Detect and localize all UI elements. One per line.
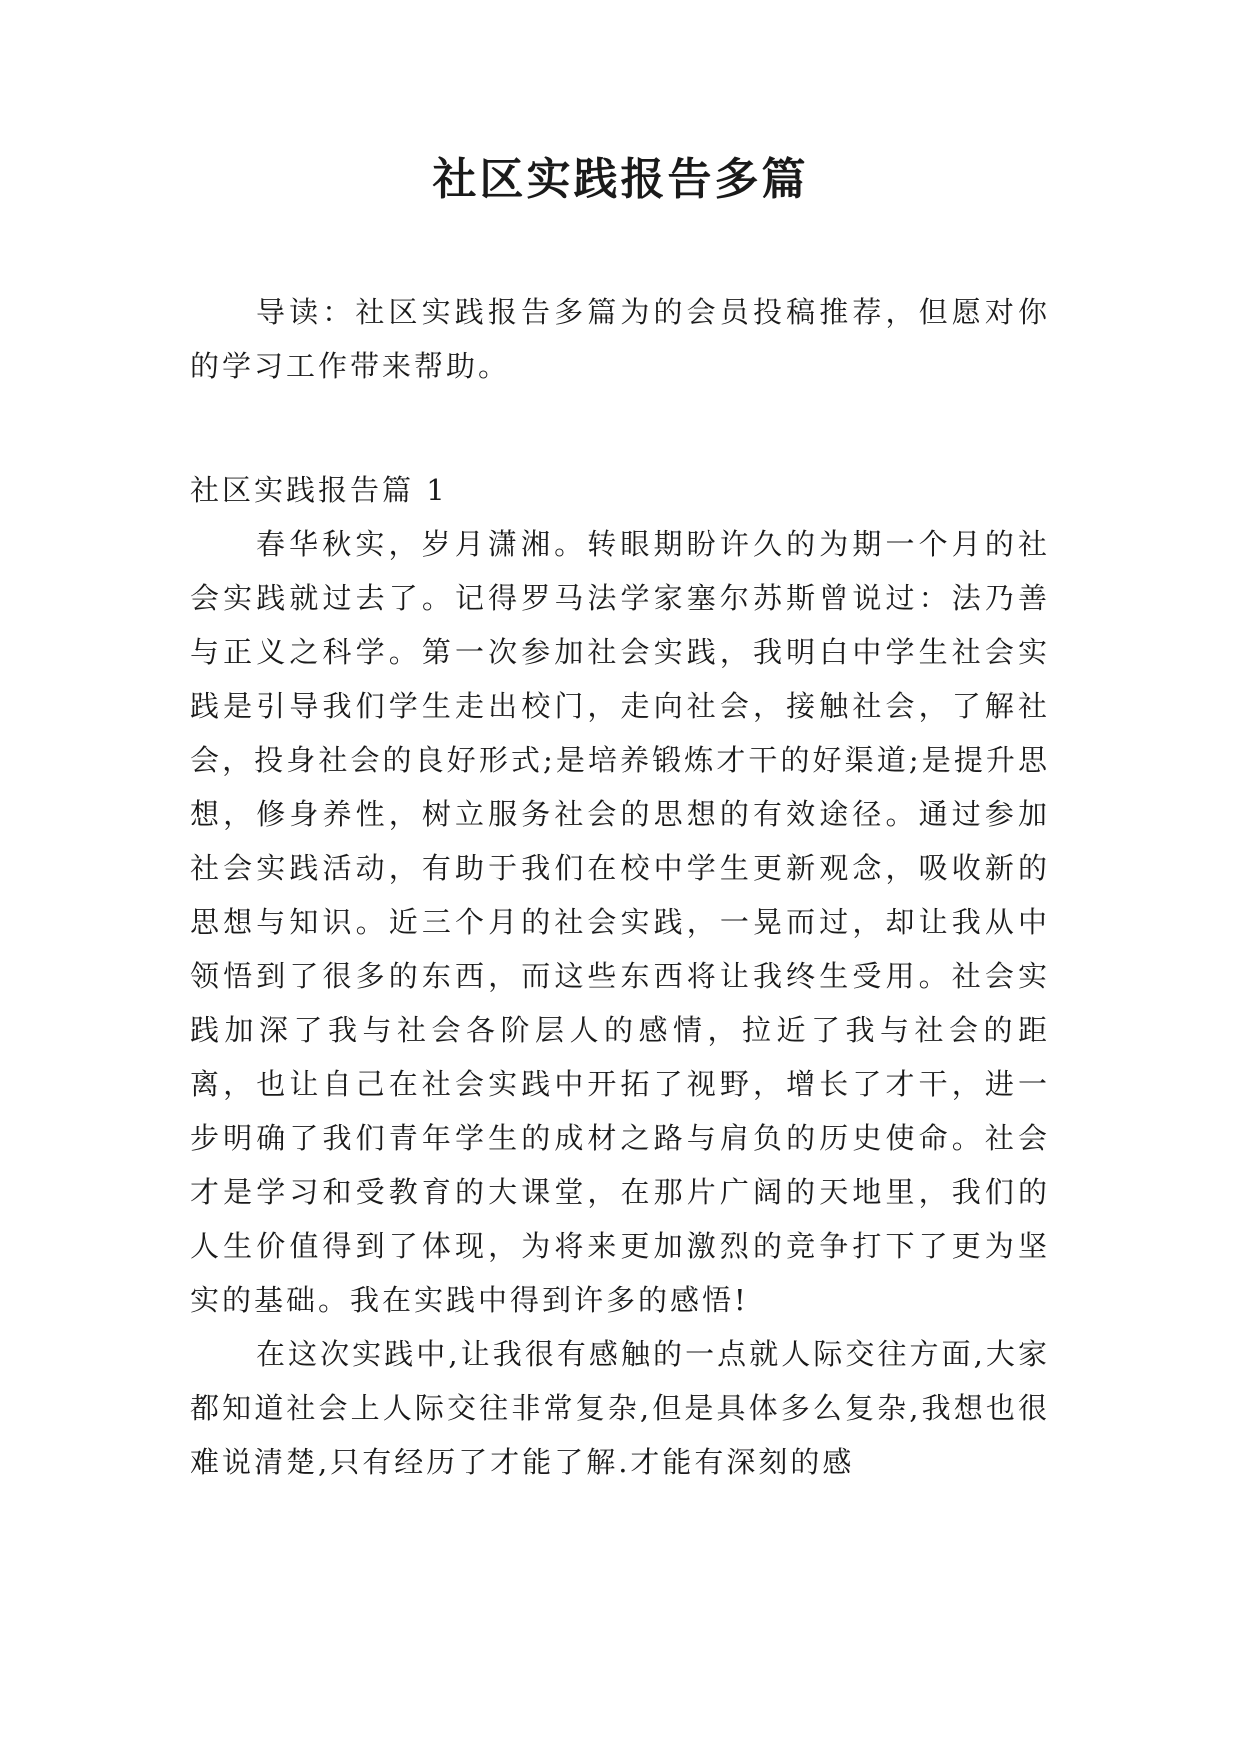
body-paragraph-2: 在这次实践中,让我很有感触的一点就人际交往方面,大家都知道社会上人际交往非常复杂,但是具体多么复杂,我想也很难说清楚,只有经历了才能了解.才能有深刻的感 (190, 1337, 1050, 1479)
document-title: 社区实践报告多篇 (432, 154, 809, 205)
section-heading: 社区实践报告篇 1 (190, 473, 448, 507)
intro-paragraph: 导读：社区实践报告多篇为的会员投稿推荐，但愿对你的学习工作带来帮助。 (190, 295, 1050, 383)
document-body (190, 285, 1050, 1489)
body-paragraph-1: 春华秋实，岁月潇湘。转眼期盼许久的为期一个月的社会实践就过去了。记得罗马法学家塞尔苏斯曾说过：法乃善与正义之科学。第一次参加社会实践，我明白中学生社会实践是引导我们学生走出校门，走向社会，接触社会，了解社会，投身社会的良好形式;是培养锻炼才干的好渠道;是提升思想，修身养性，树立服务社会的思想的有效途径。通过参加社会实践活动，有助于我们在校中学生更新观念，吸收新的思想与知识。近三个月的社会实践，一晃而过，却让我从中领悟到了很多的东西，而这些东西将让我终生受用。社会实践加深了我与社会各阶层人的感情，拉近了我与社会的距离，也让自己在社会实践中开拓了视野，增长了才干，进一步明确了我们青年学生的成材之路与肩负的历史使命。社会才是学习和受教育的大课堂，在那片广阔的天地里，我们的人生价值得到了体现，为将来更加激烈的竞争打下了更为坚实的基础。我在实践中得到许多的感悟! (190, 527, 1050, 1317)
